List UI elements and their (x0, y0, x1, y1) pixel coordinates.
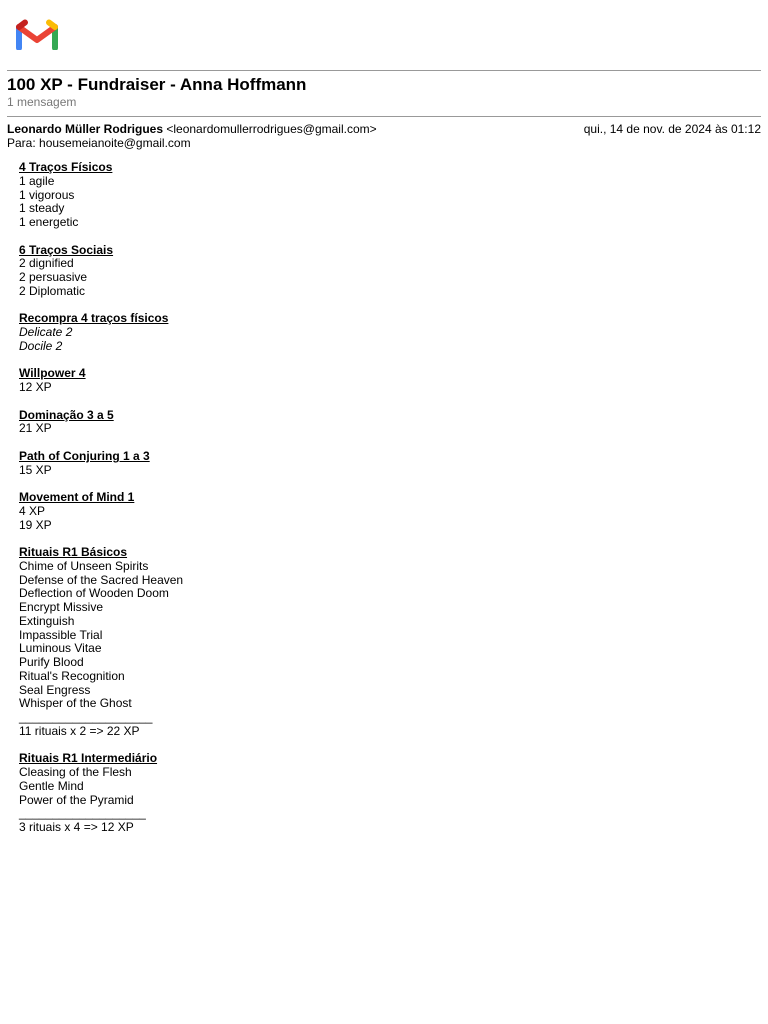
section-heading: Movement of Mind 1 (19, 490, 135, 504)
section-line: Docile 2 (19, 338, 63, 353)
body-section (19, 546, 719, 739)
section-line: 2 Diplomatic (19, 283, 86, 298)
section-heading: Willpower 4 (19, 366, 86, 381)
section-line: 1 steady (19, 201, 65, 216)
section-line: ____________________ (19, 710, 153, 724)
section-line: 19 XP (19, 517, 52, 532)
section-line: Encrypt Missive (19, 600, 104, 614)
section-line: Seal Engress (19, 682, 91, 697)
email-subject: 100 XP - Fundraiser - Anna Hoffmann (7, 75, 307, 94)
gmail-logo-icon (16, 18, 58, 50)
body-section (19, 367, 719, 395)
body-section (19, 312, 719, 353)
section-line: Purify Blood (19, 655, 84, 669)
section-total: 11 rituais x 2 => 22 XP (19, 723, 140, 738)
sender-line (7, 122, 377, 136)
section-line: Impassible Trial (19, 627, 103, 642)
section-heading: Rituais R1 Básicos (19, 545, 128, 559)
recipient-line: Para: housemeianoite@gmail.com (7, 136, 191, 150)
section-line: Cleasing of the Flesh (19, 765, 132, 779)
section-total: 3 rituais x 4 => 12 XP (19, 820, 134, 834)
message-body (19, 161, 719, 849)
section-line: 2 dignified (19, 256, 74, 271)
sender-name: Leonardo Müller Rodrigues (7, 122, 164, 136)
section-line: Deflection of Wooden Doom (19, 586, 169, 601)
section-line: Delicate 2 (19, 325, 73, 339)
body-section (19, 752, 719, 835)
body-section (19, 491, 719, 532)
section-line: Ritual's Recognition (19, 668, 125, 683)
section-line: Chime of Unseen Spirits (19, 558, 149, 573)
section-line: Whisper of the Ghost (19, 696, 132, 711)
section-line: Extinguish (19, 613, 75, 628)
sender-email[interactable]: <leonardomullerrodrigues@gmail.com> (166, 122, 377, 136)
section-heading: 4 Traços Físicos (19, 160, 113, 174)
section-line: Power of the Pyramid (19, 792, 134, 807)
body-section (19, 450, 719, 478)
section-line: 1 energetic (19, 215, 79, 229)
section-line: ___________________ (19, 806, 146, 821)
section-heading: Path of Conjuring 1 a 3 (19, 448, 150, 463)
section-heading: 6 Traços Sociais (19, 242, 114, 257)
message-count: 1 mensagem (7, 95, 77, 109)
message-date: qui., 14 de nov. de 2024 às 01:12 (583, 122, 761, 136)
section-heading: Dominação 3 a 5 (19, 407, 114, 422)
body-section (19, 244, 719, 299)
section-line: 21 XP (19, 421, 52, 436)
section-line: Defense of the Sacred Heaven (19, 572, 184, 587)
section-line: 2 persuasive (19, 270, 88, 284)
message-divider (7, 116, 761, 117)
section-line: 1 vigorous (19, 187, 75, 202)
section-line: 1 agile (19, 173, 55, 188)
body-section (19, 161, 719, 230)
section-line: 15 XP (19, 462, 52, 477)
section-heading: Recompra 4 traços físicos (19, 311, 169, 326)
section-line: Luminous Vitae (19, 641, 102, 656)
header-divider (7, 70, 761, 71)
section-line: Gentle Mind (19, 778, 84, 793)
section-line: 12 XP (19, 380, 52, 394)
body-section (19, 409, 719, 437)
section-line: 4 XP (19, 503, 46, 518)
section-heading: Rituais R1 Intermediário (19, 751, 158, 766)
